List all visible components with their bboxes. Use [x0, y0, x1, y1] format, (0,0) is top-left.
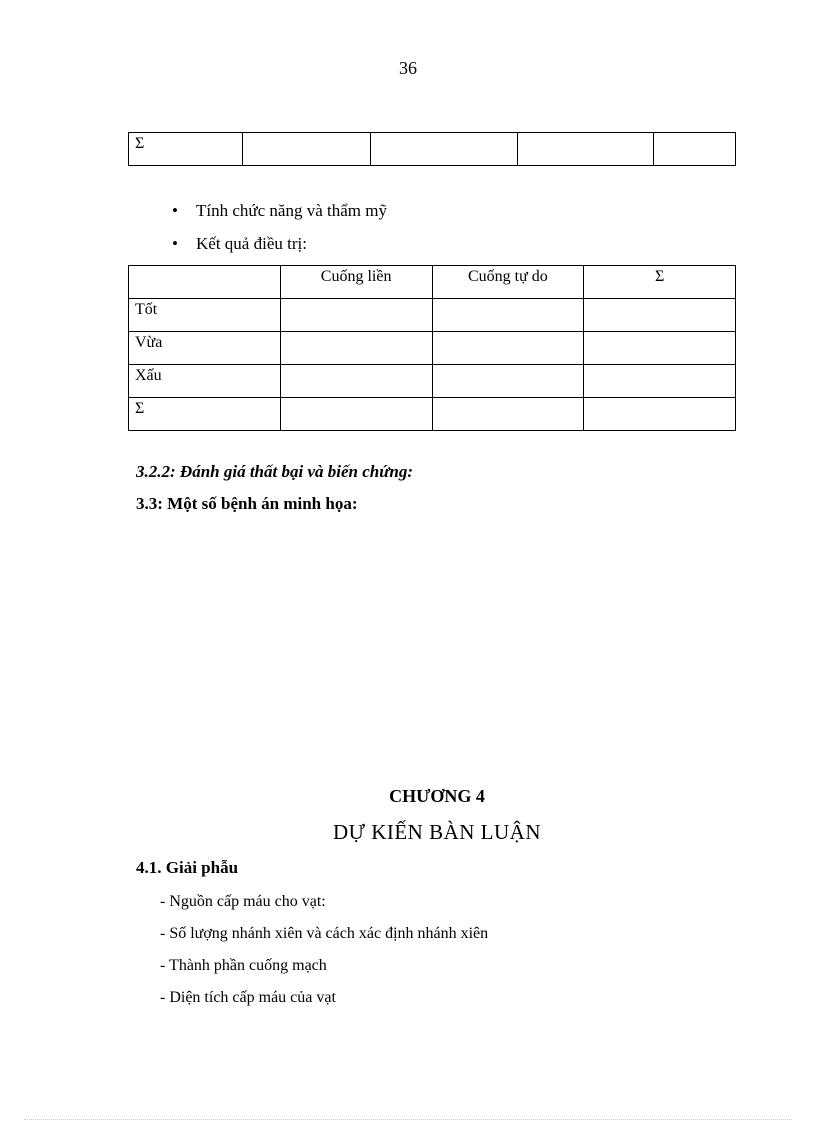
table-row [129, 133, 736, 166]
table-cell [584, 365, 736, 398]
table-cell [654, 133, 736, 166]
table-cell [584, 332, 736, 365]
list-item: - Diện tích cấp máu của vạt [160, 989, 336, 1006]
table-cell [280, 299, 432, 332]
table-cell [280, 332, 432, 365]
row-label: Xấu [129, 365, 281, 398]
table-row [129, 365, 736, 398]
row-label: Vừa [129, 332, 281, 365]
column-header: Cuống liền [280, 266, 432, 299]
list-item: • Tính chức năng và thẩm mỹ [172, 198, 387, 231]
table-cell [518, 133, 654, 166]
anatomy-list [160, 890, 488, 1018]
treatment-results-table [128, 265, 736, 431]
row-label: Σ [129, 398, 281, 431]
column-header [129, 266, 281, 299]
table-cell [584, 398, 736, 431]
table-cell [432, 299, 584, 332]
table-row [129, 398, 736, 431]
table-cell [584, 299, 736, 332]
chapter-number: CHƯƠNG 4 [389, 786, 485, 806]
table-row [129, 299, 736, 332]
table-cell [432, 398, 584, 431]
section-heading-3-3: 3.3: Một số bệnh án minh họa: [136, 494, 358, 513]
list-item: - Thành phần cuống mạch [160, 957, 327, 974]
table-cell [432, 332, 584, 365]
table-cell [432, 365, 584, 398]
list-item: - Nguồn cấp máu cho vạt: [160, 893, 326, 910]
table-row [129, 332, 736, 365]
page-bottom-divider [24, 1119, 792, 1120]
row-label: Tốt [129, 299, 281, 332]
table-cell [280, 398, 432, 431]
section-heading-3-2-2: 3.2.2: Đánh giá thất bại và biến chứng: [136, 462, 414, 481]
bullet-list [172, 198, 387, 264]
chapter-title: DỰ KIẾN BÀN LUẬN [332, 820, 542, 844]
table-header-row [129, 266, 736, 299]
table-cell [242, 133, 370, 166]
column-header: Cuống tự do [432, 266, 584, 299]
list-item: • Kết quả điều trị: [172, 231, 387, 264]
column-header: Σ [584, 266, 736, 299]
list-item: - Số lượng nhánh xiên và cách xác định nhánh xiên [160, 925, 489, 942]
page-number: 36 [399, 58, 417, 78]
table-cell [280, 365, 432, 398]
table-cell [370, 133, 518, 166]
table-cell: Σ [129, 133, 243, 166]
section-heading-4-1: 4.1. Giải phẫu [136, 858, 239, 877]
summary-table [128, 132, 736, 166]
